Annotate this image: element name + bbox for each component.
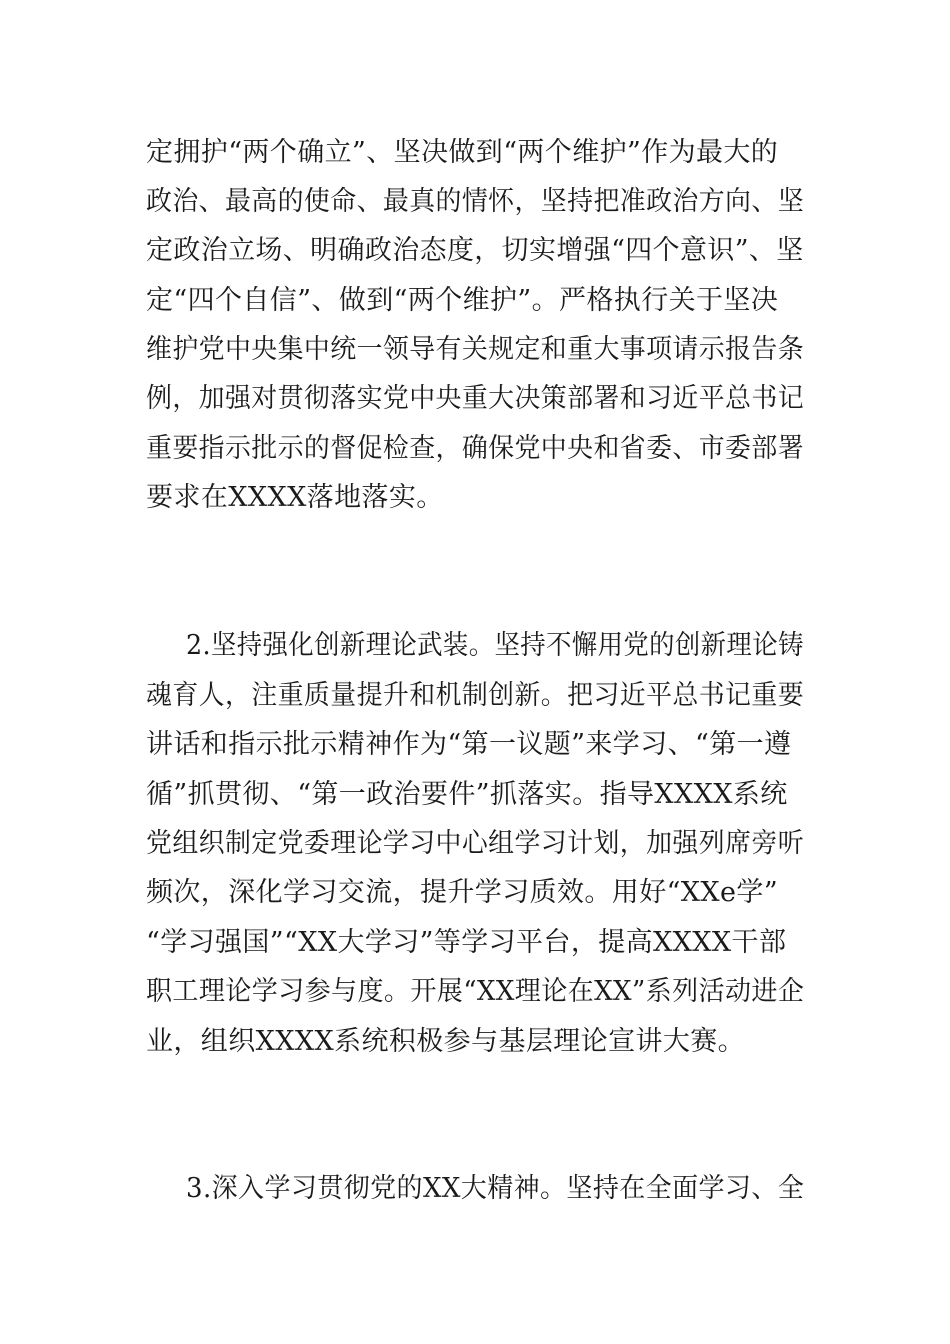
paragraph-2-line: 讲话和指示批示精神作为“第一议题”来学习、“第一遵 <box>146 729 792 760</box>
paragraph-2-line: 魂育人，注重质量提升和机制创新。把习近平总书记重要 <box>146 680 805 711</box>
paragraph-2-line: “学习强国”“XX大学习”等学习平台，提高XXXX干部 <box>146 927 787 958</box>
paragraph-2-line: 循”抓贯彻、“第一政治要件”抓落实。指导XXXX系统 <box>146 779 788 810</box>
paragraph-1-line: 定“四个自信”、做到“两个维护”。严格执行关于坚决 <box>146 285 779 316</box>
paragraph-1-line: 定政治立场、明确政治态度，切实增强“四个意识”、坚 <box>146 235 804 266</box>
paragraph-2-line: 职工理论学习参与度。开展“XX理论在XX”系列活动进企 <box>146 976 805 1007</box>
paragraph-1-line: 政治、最高的使命、最真的情怀，坚持把准政治方向、坚 <box>146 186 805 217</box>
paragraph-2-line: 业，组织XXXX系统积极参与基层理论宣讲大赛。 <box>146 1026 746 1057</box>
paragraph-2-heading-line: 2.坚持强化创新理论武装。坚持不懈用党的创新理论铸 <box>186 630 804 661</box>
paragraph-2-line: 党组织制定党委理论学习中心组学习计划，加强列席旁听 <box>146 828 805 859</box>
paragraph-2-line: 频次，深化学习交流，提升学习质效。用好“XXe学” <box>146 877 779 908</box>
paragraph-1-line: 定拥护“两个确立”、坚决做到“两个维护”作为最大的 <box>146 137 779 168</box>
paragraph-1-line: 例，加强对贯彻落实党中央重大决策部署和习近平总书记 <box>146 383 805 414</box>
paragraph-1-line: 重要指示批示的督促检查，确保党中央和省委、市委部署 <box>146 433 805 464</box>
paragraph-3-heading-line: 3.深入学习贯彻党的XX大精神。坚持在全面学习、全 <box>186 1173 805 1204</box>
paragraph-1-line: 维护党中央集中统一领导有关规定和重大事项请示报告条 <box>146 334 805 365</box>
paragraph-1-line: 要求在XXXX落地落实。 <box>146 482 444 513</box>
